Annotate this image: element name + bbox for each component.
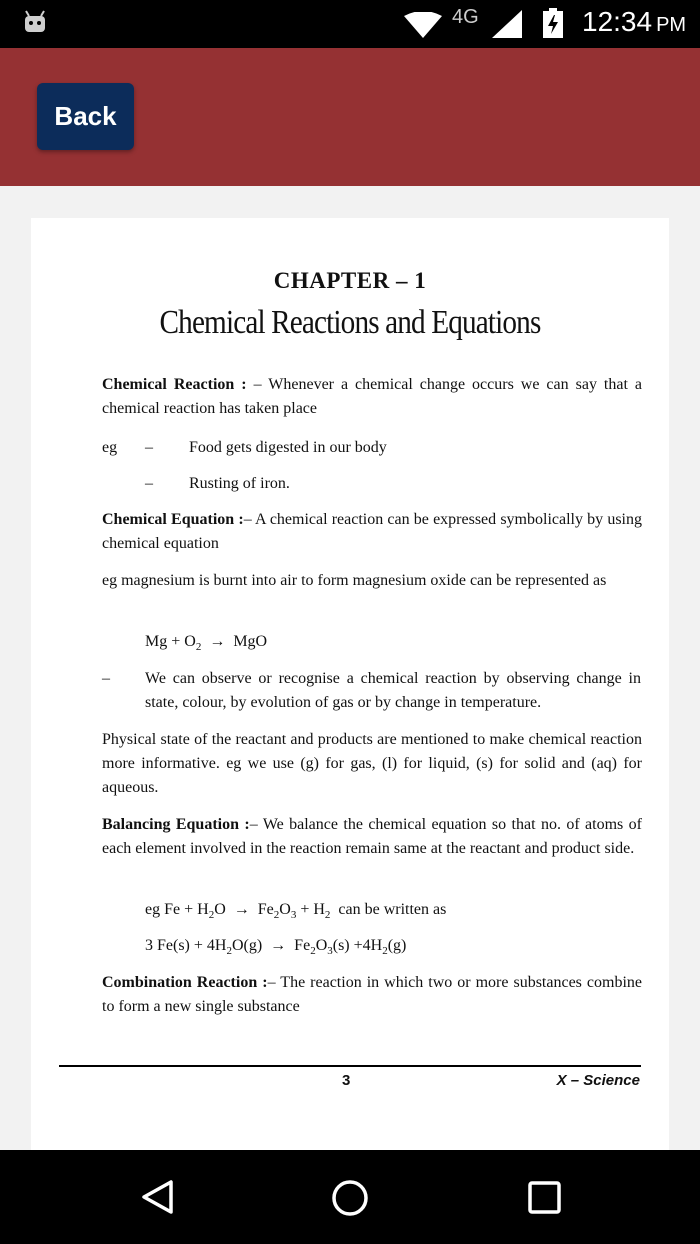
chemical-reaction-paragraph [102,373,642,421]
combination-text: – The reaction in which two or more substances combine to form a new single substance [102,974,642,1015]
balancing-paragraph [102,813,642,861]
mg-equation [145,630,267,654]
eq-arrow: → [209,633,226,650]
example-1-text: Food gets digested in our body [189,439,387,456]
magnesium-paragraph: eg magnesium is burnt into air to form magnesium oxide can be represented as [102,572,607,589]
back-triangle-icon[interactable] [140,1179,174,1215]
chemical-equation-term: Chemical Equation : [102,511,244,528]
back-button[interactable]: Back [37,83,134,150]
chapter-label: CHAPTER – 1 [273,268,427,293]
status-bar [0,0,700,48]
battery-icon [543,8,563,38]
signal-icon [492,10,522,38]
network-type: 4G [452,6,479,28]
iron-equation-1: eg $Fe + H_2O \to Fe_2O_3 + H_2$ can be written as [145,901,447,922]
recents-square-icon[interactable] [528,1181,561,1214]
chemical-equation-text: – A chemical reaction can be expressed symbolically by using chemical equation [102,511,642,552]
page-number: 3 [342,1072,351,1089]
app-header [0,48,700,186]
eq-mg-sub: 2 [195,641,202,654]
wifi-icon [404,12,442,38]
physical-state-paragraph: Physical state of the reactant and products are mentioned to make chemical reaction more informative. eg we use (g) for gas, (l) for liquid, (s) for solid and (aq) for aqueous. [102,731,642,796]
balancing-text: – We balance the chemical equation so that no. of atoms of each element involved in the reaction remain same at the reactant and product side. [102,816,642,857]
balancing-term: Balancing Equation : [102,816,250,833]
combination-paragraph [102,971,642,1019]
example-1-dash: – [145,439,153,456]
eg-label: eg [102,439,118,456]
observe-dash: – [102,670,110,687]
android-icon [24,10,46,34]
eq-mg: Mg + O [145,633,196,650]
example-2-text: Rusting of iron. [189,475,290,492]
navigation-bar [0,1150,700,1244]
combination-term: Combination Reaction : [102,974,268,991]
subject-label: X – Science [556,1072,640,1089]
clock-time: 12:34 [582,6,653,37]
footer-divider [59,1065,641,1067]
chemical-equation-paragraph [102,508,642,556]
observe-paragraph: We can observe or recognise a chemical reaction by observing change in state, colour, by evolution of gas or by change in temperature. [145,670,641,711]
iron-equation-2: 3 $Fe(s) + 4H_2O(g) \to Fe_2O_3(s) +4H_2(g)$ [145,937,407,958]
clock [582,6,686,38]
chapter-title: Chemical Reactions and Equations [159,304,541,341]
home-circle-icon[interactable] [331,1179,369,1217]
example-2-dash: – [145,475,153,492]
book-page [31,218,669,1150]
chemical-reaction-text: – Whenever a chemical change occurs we can say that a chemical reaction has taken place [102,376,642,417]
clock-ampm: PM [656,14,687,36]
eq-mgo: MgO [233,633,268,650]
chemical-reaction-term: Chemical Reaction : [102,376,247,393]
